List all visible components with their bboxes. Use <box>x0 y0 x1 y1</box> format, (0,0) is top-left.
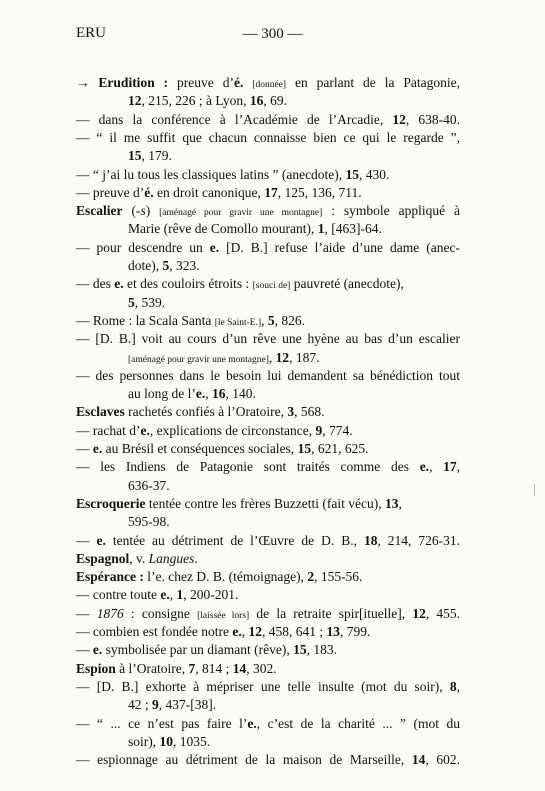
index-entry-subitem: — preuve d’é. en droit canonique, 17, 125, 136, 711. <box>76 184 362 200</box>
index-entry-subitem: — pour descendre un e. [D. B.] refuse l’aide d’une dame (anec- <box>76 239 460 255</box>
index-entry-subitem: — “ il me suffit que chacun connaisse bien ce qui le regarde ”, <box>76 129 460 145</box>
index-entry-subitem: — “ ... ce n’est pas faire l’e., c’est de la charité ... ” (mot du <box>76 715 460 731</box>
index-entry-subitem: — combien est fondée notre e., 12, 458, 641 ; 13, 799. <box>76 624 371 639</box>
index-entry-heading: Espérance : l’e. chez D. B. (témoignage), 2, 155-56. <box>76 569 363 585</box>
index-entry-heading: → Erudition : preuve d’é. [donnée] en parlant de la Patagonie, <box>76 75 461 90</box>
running-head: ERU <box>76 25 106 41</box>
index-entry-continuation: 5, 539. <box>128 294 166 310</box>
index-entry-heading: Escalier (-s) [aménagé pour gravir une montagne] : symbole appliqué à <box>76 203 460 219</box>
index-entry-subitem: — les Indiens de Patagonie sont traités comme des e., 17, <box>76 459 461 475</box>
index-entry-subitem: — contre toute e., 1, 200-201. <box>76 587 239 603</box>
index-entry-heading: Espagnol, v. Langues. <box>76 550 198 566</box>
index-entry-subitem: — Rome : la Scala Santa [le Saint-E.], 5, 826. <box>76 312 306 328</box>
index-entry-subitem: — des personnes dans le besoin lui demandent sa bénédiction tout <box>76 367 460 383</box>
index-entry-heading: Esclaves rachetés confiés à l’Oratoire, 3, 568. <box>76 404 325 420</box>
index-entry-subitem: — rachat d’e., explications de circonstance, 9, 774. <box>76 422 353 438</box>
index-entry-heading: Espion à l’Oratoire, 7, 814 ; 14, 302. <box>76 660 277 676</box>
index-entry-subitem: — [D. B.] voit au cours d’un rêve une hyène au bas d’un escalier <box>76 331 460 347</box>
index-entry-continuation: [aménagé pour gravir une montagne], 12, 187. <box>128 349 320 365</box>
index-entry-subitem: — e. au Brésil et conséquences sociales, 15, 621, 625. <box>76 441 369 456</box>
page-number: — 300 — <box>242 26 303 42</box>
index-entry-continuation: dote), 5, 323. <box>128 258 200 273</box>
index-entry-subitem: — e. symbolisée par un diamant (rêve), 15, 183. <box>76 642 337 658</box>
index-entry-subitem: — “ j’ai lu tous les classiques latins ” (anecdote), 15, 430. <box>76 166 390 182</box>
index-entry-subitem: — 1876 : consigne [laissée lors] de la retraite spir[ituelle], 12, 455. <box>76 605 461 621</box>
index-entry-continuation: 42 ; 9, 437-[38]. <box>128 697 217 713</box>
index-entry-continuation: 595-98. <box>128 514 170 530</box>
index-entry-subitem: — [D. B.] exhorte à mépriser une telle insulte (mot du soir), 8, <box>76 678 460 694</box>
index-entry-continuation: soir), 10, 1035. <box>128 733 211 749</box>
index-entry-subitem: — dans la conférence à l’Académie de l’Arcadie, 12, 638-40. <box>76 111 460 127</box>
index-entry-subitem: — espionnage au détriment de la maison de Marseille, 14, 602. <box>76 752 460 768</box>
index-entry-heading: Escroquerie tentée contre les frères Buzzetti (fait vécu), 13, <box>76 495 402 511</box>
index-entry-continuation: 12, 215, 226 ; à Lyon, 16, 69. <box>128 93 287 109</box>
index-entry-continuation: 15, 179. <box>128 148 172 164</box>
index-entry-continuation: 636-37. <box>128 477 170 493</box>
index-entry-subitem: — e. tentée au détriment de l’Œuvre de D. B., 18, 214, 726-31. <box>76 532 461 548</box>
index-entry-continuation: au long de l’e., 16, 140. <box>128 386 256 402</box>
index-entry-subitem: — des e. et des couloirs étroits : [souci de] pauvreté (anecdote), <box>76 276 404 292</box>
margin-mark <box>534 484 535 496</box>
index-entry-continuation: Marie (rêve de Comollo mourant), 1, [463]-64. <box>128 221 382 237</box>
